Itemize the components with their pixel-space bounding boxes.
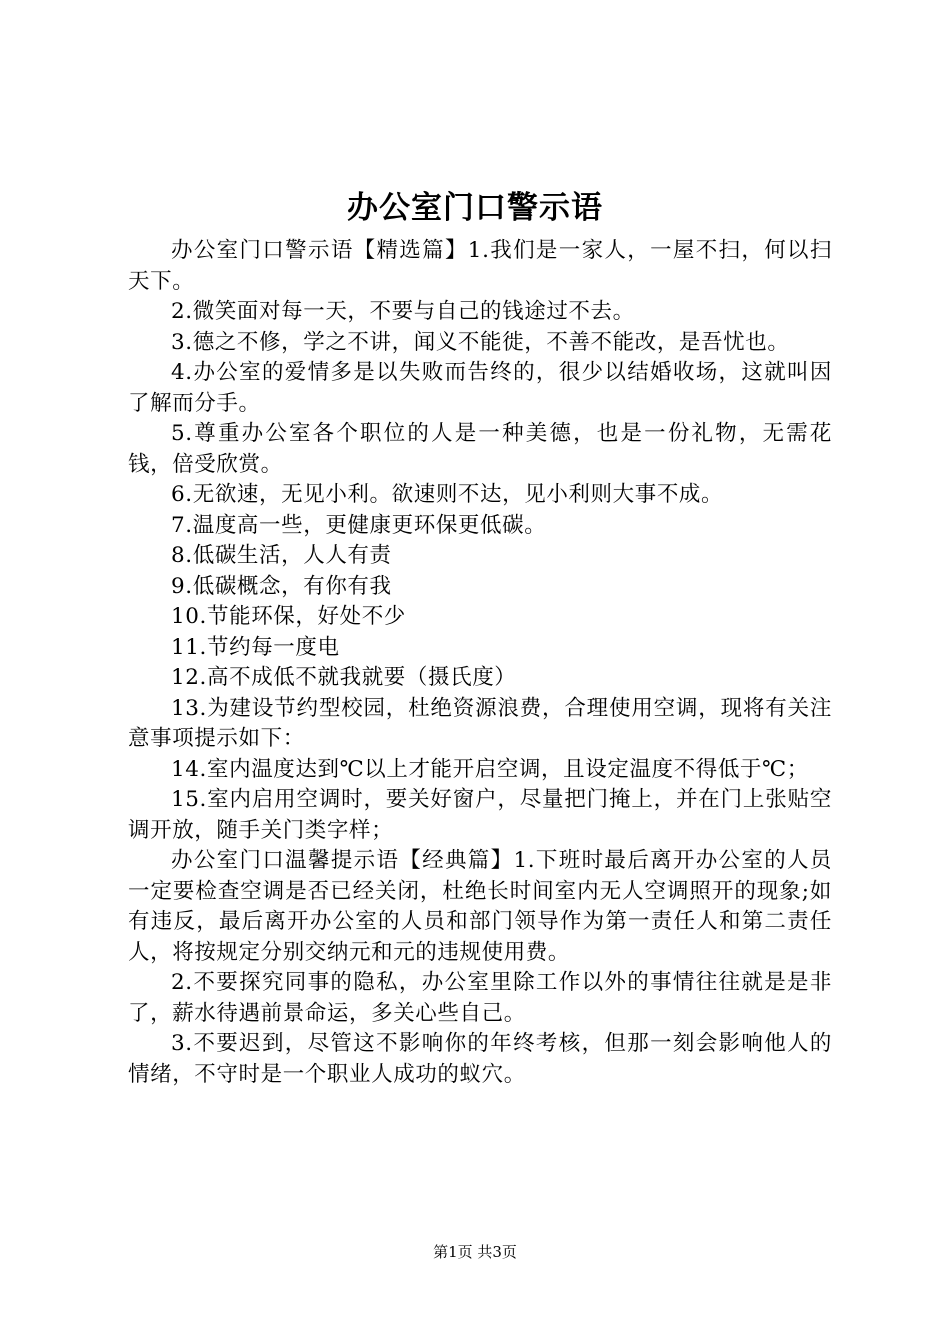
- paragraph-4: 4.办公室的爱情多是以失败而告终的，很少以结婚收场，这就叫因了解而分手。: [128, 360, 832, 416]
- paragraph-9: 9.低碳概念，有你有我: [171, 573, 392, 599]
- paragraph-15: 15.室内启用空调时，要关好窗户，尽量把门掩上，并在门上张贴空调开放，随手关门类字样；: [128, 787, 832, 843]
- paragraph-7: 7.温度高一些，更健康更环保更低碳。: [171, 512, 547, 538]
- paragraph-2: 2.微笑面对每一天，不要与自己的钱途过不去。: [171, 299, 635, 324]
- paragraph-8: 8.低碳生活，人人有责: [171, 543, 392, 568]
- paragraph-6: 6.无欲速，无见小利。欲速则不达，见小利则大事不成。: [171, 482, 724, 507]
- paragraph-3: 3.德之不修，学之不讲，闻义不能徙，不善不能改，是吾忧也。: [171, 329, 790, 355]
- page-title: 办公室门口警示语: [347, 190, 603, 226]
- paragraph-11: 11.节约每一度电: [171, 634, 340, 660]
- paragraph-16: 办公室门口温馨提示语【经典篇】1.下班时最后离开办公室的人员一定要检查空调是否已经关闭，杜绝长时间室内无人空调照开的现象;如有违反，最后离开办公室的人员和部门领导作为第一责任人和第二责任人，将按规定分别交纳元和元的违规使用费。: [128, 848, 832, 965]
- page-footer: 第1页 共3页: [433, 1243, 517, 1261]
- paragraph-5: 5.尊重办公室各个职位的人是一种美德，也是一份礼物，无需花钱，倍受欣赏。: [128, 421, 832, 477]
- paragraph-1: 办公室门口警示语【精选篇】1.我们是一家人，一屋不扫，何以扫天下。: [128, 238, 832, 294]
- paragraph-17: 2.不要探究同事的隐私，办公室里除工作以外的事情往往就是是非了，薪水待遇前景命运，多关心些自己。: [128, 970, 832, 1026]
- paragraph-14: 14.室内温度达到℃以上才能开启空调，且设定温度不得低于℃；: [171, 756, 809, 782]
- paragraph-13: 13.为建设节约型校园，杜绝资源浪费，合理使用空调，现将有关注意事项提示如下：: [128, 695, 832, 751]
- paragraph-18: 3.不要迟到，尽管这不影响你的年终考核，但那一刻会影响他人的情绪，不守时是一个职业人成功的蚁穴。: [128, 1031, 832, 1087]
- paragraph-12: 12.高不成低不就我就要（摄氏度）: [171, 665, 517, 690]
- document-body: [128, 236, 832, 1090]
- paragraph-10: 10.节能环保，好处不少: [171, 604, 406, 629]
